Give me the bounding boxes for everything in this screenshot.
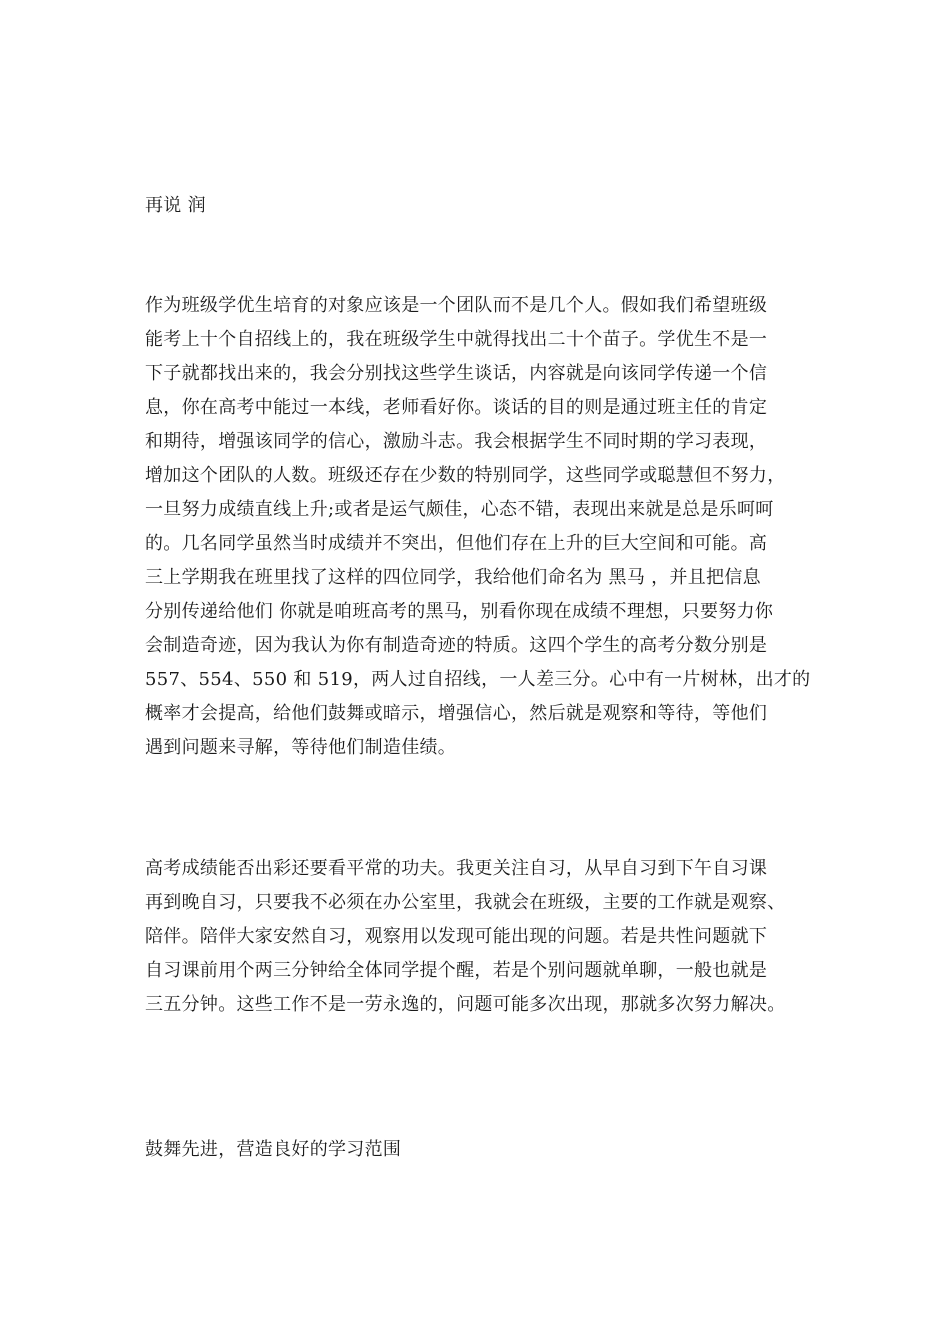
paragraph-line: 陪伴。陪伴大家安然自习，观察用以发现可能出现的问题。若是共性问题就下 — [145, 926, 768, 947]
paragraph-line: 增加这个团队的人数。班级还存在少数的特别同学，这些同学或聪慧但不努力， — [145, 465, 786, 486]
paragraph-line: 分别传递给他们 你就是咱班高考的黑马，别看你现在成绩不理想，只要努力你 — [145, 601, 774, 622]
section-heading — [145, 1133, 815, 1167]
paragraph-line: 能考上十个自招线上的，我在班级学生中就得找出二十个苗子。学优生不是一 — [145, 329, 768, 350]
paragraph-line: 三五分钟。这些工作不是一劳永逸的，问题可能多次出现，那就多次努力解决。 — [145, 994, 786, 1015]
paragraph-line: 概率才会提高，给他们鼓舞或暗示，增强信心，然后就是观察和等待，等他们 — [145, 703, 768, 724]
paragraph-line: 557、554、550 和 519，两人过自招线，一人差三分。心中有一片树林，出才的 — [145, 669, 811, 690]
paragraph-line: 高考成绩能否出彩还要看平常的功夫。我更关注自习，从早自习到下午自习课 — [145, 858, 768, 879]
paragraph-line: 和期待，增强该同学的信心，激励斗志。我会根据学生不同时期的学习表现， — [145, 431, 768, 452]
paragraph-line: 一旦努力成绩直线上升;或者是运气颇佳，心态不错，表现出来就是总是乐呵呵 — [145, 499, 774, 520]
heading-text: 鼓舞先进，营造良好的学习范围 — [145, 1139, 402, 1160]
paragraph-line: 自习课前用个两三分钟给全体同学提个醒，若是个别问题就单聊，一般也就是 — [145, 960, 768, 981]
paragraph-line: 的。几名同学虽然当时成绩并不突出，但他们存在上升的巨大空间和可能。高 — [145, 533, 768, 554]
paragraph-line: 会制造奇迹，因为我认为你有制造奇迹的特质。这四个学生的高考分数分别是 — [145, 635, 768, 656]
paragraph-line: 三上学期我在班里找了这样的四位同学，我给他们命名为 黑马 ，并且把信息 — [145, 567, 761, 588]
paragraph-line: 下子就都找出来的，我会分别找这些学生谈话，内容就是向该同学传递一个信 — [145, 363, 768, 384]
heading-text: 再说 润 — [145, 195, 206, 216]
paragraph-line: 息，你在高考中能过一本线，老师看好你。谈话的目的则是通过班主任的肯定 — [145, 397, 768, 418]
section-heading — [145, 189, 815, 223]
paragraph-talent-team — [145, 289, 815, 765]
paragraph-self-study — [145, 852, 815, 1022]
paragraph-line: 再到晚自习，只要我不必须在办公室里，我就会在班级，主要的工作就是观察、 — [145, 892, 786, 913]
paragraph-line: 遇到问题来寻解，等待他们制造佳绩。 — [145, 737, 457, 758]
paragraph-line: 作为班级学优生培育的对象应该是一个团队而不是几个人。假如我们希望班级 — [145, 295, 768, 316]
